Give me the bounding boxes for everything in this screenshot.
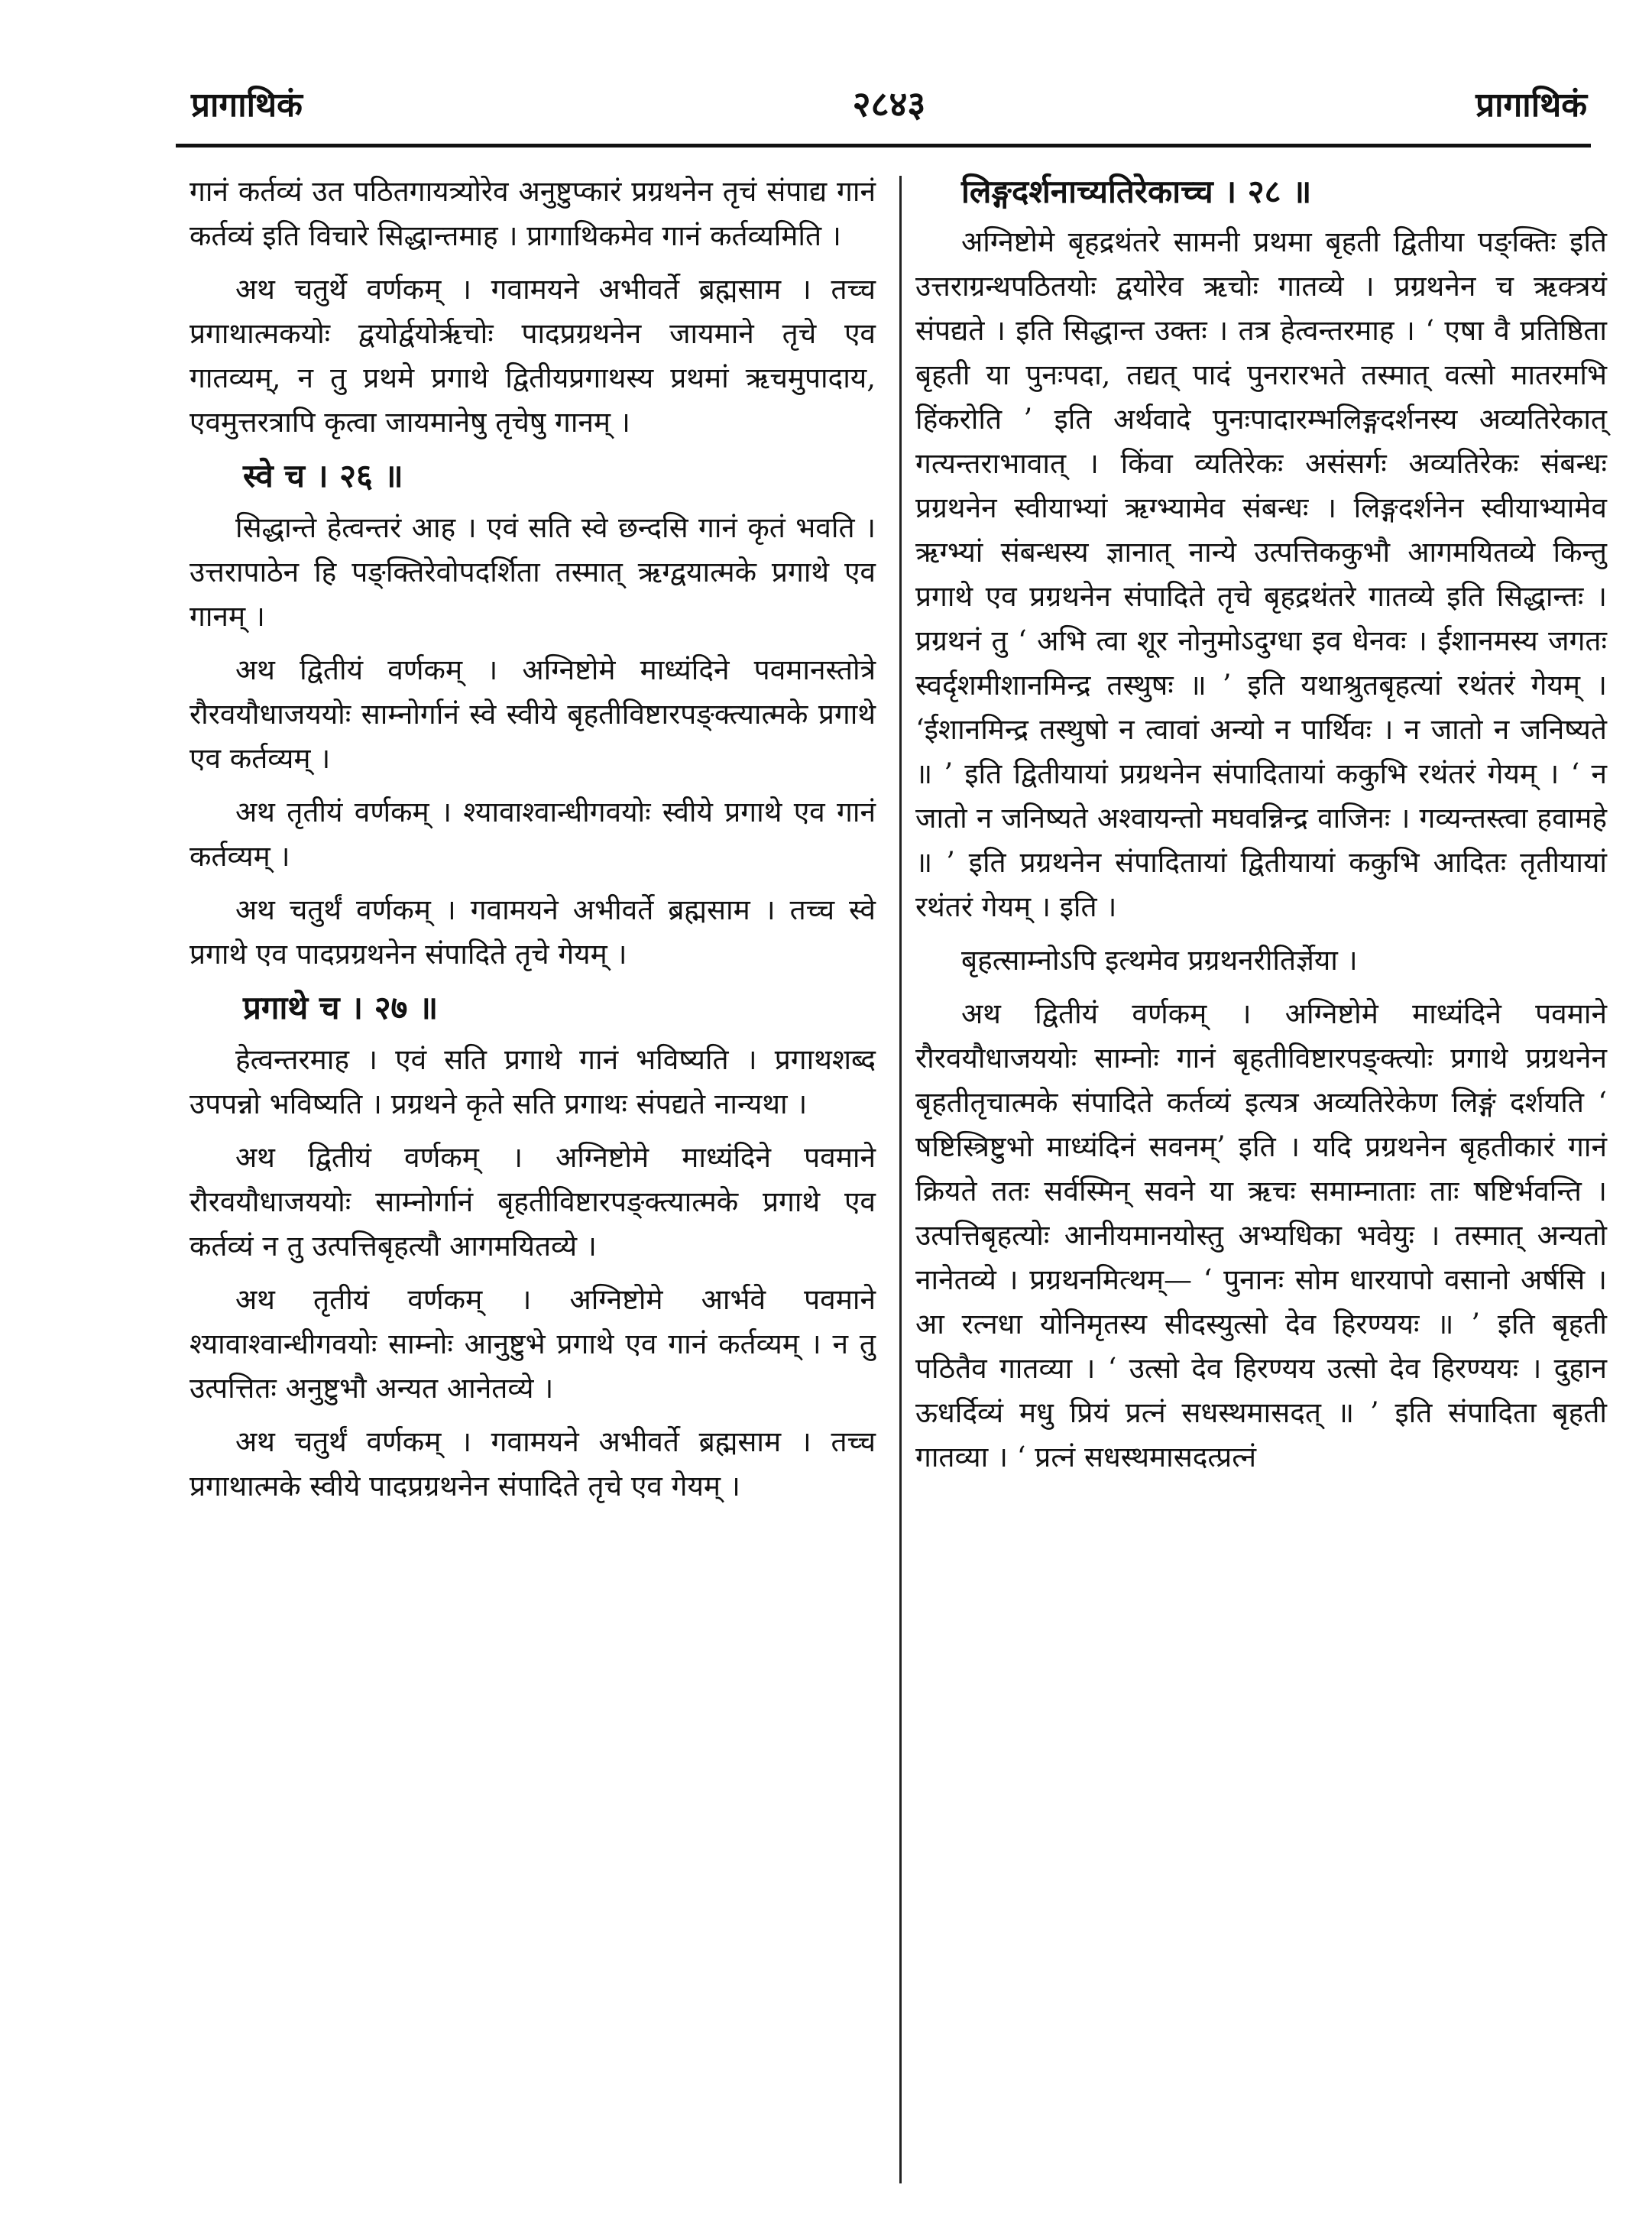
running-header [191, 73, 1587, 134]
paragraph: सिद्धान्ते हेत्वन्तरं आह । एवं सति स्वे छन्दसि गानं कृतं भवति । उत्तरापाठेन हि पङ्क्तिरेवोपदर्शिता तस्मात् ऋग्द्वयात्मके प्रगाथे एव गानम् । [189, 511, 876, 633]
paragraph: अथ द्वितीयं वर्णकम् । अग्निष्टोमे माध्यंदिने पवमानस्तोत्रे रौरवयौधाजययोः साम्नोर्गानं स्वे स्वीये बृहतीविष्टारपङ्क्त्यात्मके प्रगाथे एव कर्तव्यम् । [189, 653, 876, 775]
sutra-heading: स्वे च । २६ ॥ [243, 457, 403, 494]
paragraph: अग्निष्टोमे बृहद्रथंतरे सामनी प्रथमा बृहती द्वितीया पङ्क्तिः इति उत्तराग्रन्थपठितयोः द्वयोरेव ऋचोः गातव्ये । प्रग्रथनेन च ऋक्त्रयं संपद्यते । इति सिद्धान्त उक्तः । तत्र हेत्वन्तरमाह । ‘ एषा वै प्रतिष्ठिता बृहती या पुनःपदा, तद्यत् पादं पुनरारभते तस्मात् वत्सो मातरमभि हिंकरोति ’ इति अर्थवादे पुनःपादारम्भलिङ्गदर्शनस्य अव्यतिरेकात् गत्यन्तराभावात् । किंवा व्यतिरेकः असंसर्गः अव्यतिरेकः संबन्धः प्रग्रथनेन स्वीयाभ्यां ऋग्भ्यामेव संबन्धः । लिङ्गदर्शनेन स्वीयाभ्यामेव ऋग्भ्यां संबन्धस्य ज्ञानात् नान्ये उत्पत्तिककुभौ आगमयितव्ये किन्तु प्रगाथे एव प्रग्रथनेन संपादिते तृचे बृहद्रथंतरे गातव्ये इति सिद्धान्तः । प्रग्रथनं तु ‘ अभि त्वा शूर नोनुमोऽदुग्धा इव धेनवः । ईशानमस्य जगतः स्वर्दृशमीशानमिन्द्र तस्थुषः ॥ ’ इति यथाश्रुतबृहत्यां रथंतरं गेयम् । ‘ईशानमिन्द्र तस्थुषो न त्वावां अन्यो न पार्थिवः । न जातो न जनिष्यते ॥ ’ इति द्वितीयायां प्रग्रथनेन संपादितायां ककुभि रथंतरं गेयम् । ‘ न जातो न जनिष्यते अश्वायन्तो मघवन्निन्द्र वाजिनः । गव्यन्तस्त्वा हवामहे ॥ ’ इति प्रग्रथनेन संपादितायां द्वितीयायां ककुभि आदितः तृतीयायां रथंतरं गेयम् । इति । [915, 225, 1607, 923]
paragraph: अथ द्वितीयं वर्णकम् । अग्निष्टोमे माध्यंदिने पवमाने रौरवयौधाजययोः साम्नोः गानं बृहतीविष्टारपङ्क्त्योः प्रगाथे प्रग्रथनेन बृहतीतृचात्मके संपादिते कर्तव्यं इत्यत्र अव्यतिरेकेण लिङ्गं दर्शयति ‘ षष्टिस्त्रिष्टुभो माध्यंदिनं सवनम्’ इति । यदि प्रग्रथनेन बृहतीकारं गानं क्रियते ततः सर्वस्मिन् सवने या ऋचः समाम्नाताः ताः षष्टिर्भवन्ति । उत्पत्तिबृहत्योः आनीयमानयोस्तु अभ्यधिका भवेयुः । तस्मात् अन्यतो नानेतव्ये । प्रग्रथनमित्थम्— ‘ पुनानः सोम धारयापो वसानो अर्षसि । आ रत्नधा योनिमृतस्य सीदस्युत्सो देव हिरण्ययः ॥ ’ इति बृहती पठितैव गातव्या । ‘ उत्सो देव हिरण्यय उत्सो देव हिरण्ययः । दुहान ऊधर्दिव्यं मधु प्रियं प्रत्नं सधस्थमासदत् ॥ ’ इति संपादिता बृहती गातव्या । ‘ प्रत्नं सधस्थमासदत्प्रत्नं [915, 997, 1607, 1473]
header-left-title: प्रागाथिकं [191, 86, 303, 125]
paragraph: बृहत्साम्नोऽपि इत्थमेव प्रग्रथनरीतिर्ज्ञेया । [961, 944, 1358, 977]
sutra-heading: प्रगाथे च । २७ ॥ [243, 989, 439, 1026]
page-number: २८४३ [852, 83, 926, 125]
paragraph: हेत्वन्तरमाह । एवं सति प्रगाथे गानं भविष्यति । प्रगाथशब्द उपपन्नो भविष्यति । प्रग्रथने कृते सति प्रगाथः संपद्यते नान्यथा । [189, 1043, 876, 1120]
paragraph: अथ तृतीयं वर्णकम् । अग्निष्टोमे आर्भवे पवमाने श्यावाश्वान्धीगवयोः साम्नोः आनुष्टुभे प्रगाथे एव गानं कर्तव्यम् । न तु उत्पत्तितः अनुष्टुभौ अन्यत आनेतव्ये । [189, 1283, 876, 1405]
header-right-title: प्रागाथिकं [1475, 86, 1587, 125]
right-column [915, 170, 1607, 1489]
paragraph: अथ चतुर्थं वर्णकम् । गवामयने अभीवर्ते ब्रह्मसाम । तच्च स्वे प्रगाथे एव पादप्रग्रथनेन संपादिते तृचे गेयम् । [189, 893, 876, 971]
paragraph: अथ तृतीयं वर्णकम् । श्यावाश्वान्धीगवयोः स्वीये प्रगाथे एव गानं कर्तव्यम् । [189, 796, 876, 873]
header-rule [176, 144, 1591, 147]
paragraph: अथ चतुर्थे वर्णकम् । गवामयने अभीवर्ते ब्रह्मसाम । तच्च प्रगाथात्मकयोः द्वयोर्द्वयोर्ऋचोः पादप्रग्रथनेन जायमाने तृचे एव गातव्यम्, न तु प्रथमे प्रगाथे द्वितीयप्रगाथस्य प्रथमां ऋचमुपादाय, एवमुत्तरत्रापि कृत्वा जायमानेषु तृचेषु गानम् । [189, 273, 876, 439]
column-divider [899, 176, 902, 2183]
sutra-heading: लिङ्गदर्शनाच्यतिरेकाच्च । २८ ॥ [961, 173, 1312, 210]
paragraph: अथ द्वितीयं वर्णकम् । अग्निष्टोमे माध्यंदिने पवमाने रौरवयौधाजययोः साम्नोर्गानं बृहतीविष्टारपङ्क्त्यात्मके प्रगाथे एव कर्तव्यं न तु उत्पत्तिबृहत्यौ आगमयितव्ये । [189, 1141, 876, 1263]
paragraph: अथ चतुर्थं वर्णकम् । गवामयने अभीवर्ते ब्रह्मसाम । तच्च प्रगाथात्मके स्वीये पादप्रग्रथनेन संपादिते तृचे एव गेयम् । [189, 1425, 876, 1502]
paragraph: गानं कर्तव्यं उत पठितगायत्र्योरेव अनुष्टुप्कारं प्रग्रथनेन तृचं संपाद्य गानं कर्तव्यं इति विचारे सिद्धान्तमाह । प्रागाथिकमेव गानं कर्तव्यमिति । [189, 175, 876, 252]
left-column [189, 170, 876, 1518]
